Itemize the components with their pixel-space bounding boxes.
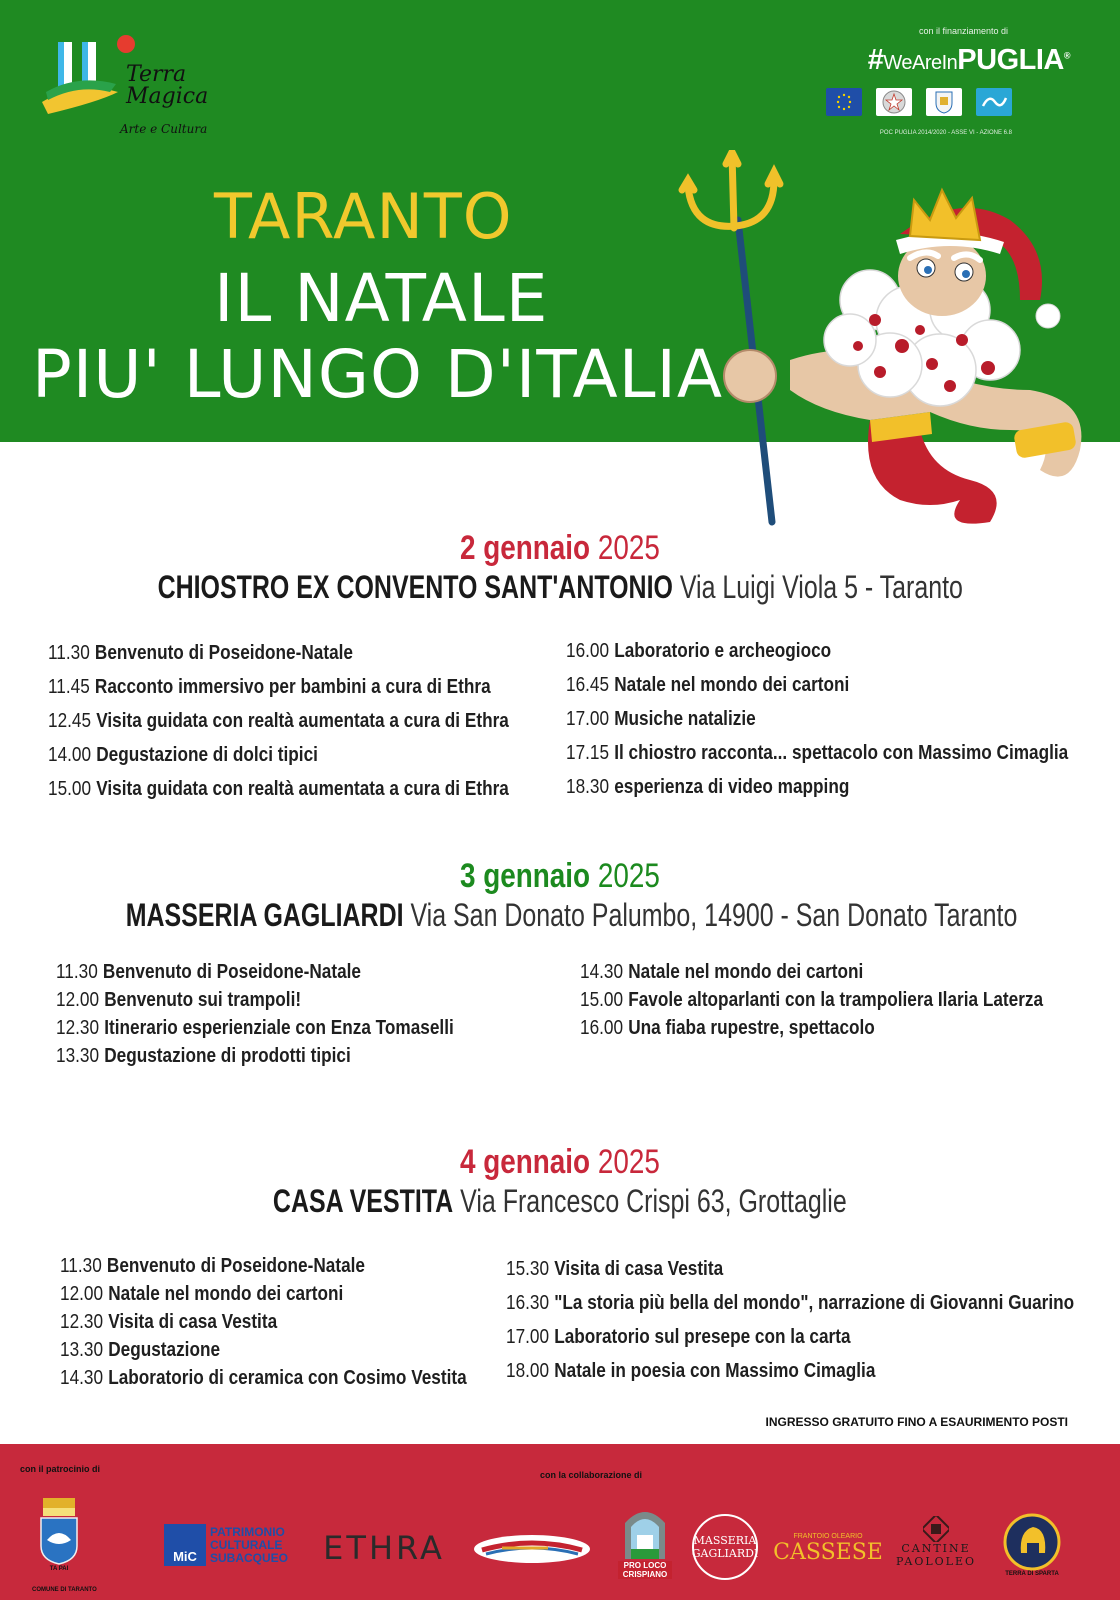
terra-di-sparta-logo bbox=[1000, 1508, 1064, 1582]
schedule-item: 17.00 Musiche natalizie bbox=[566, 708, 756, 730]
schedule-item: 11.45 Racconto immersivo per bambini a cura di Ethra bbox=[48, 676, 491, 698]
funding-label: con il finanziamento di bbox=[918, 26, 1008, 36]
comune-taranto-crest bbox=[36, 1486, 82, 1582]
schedule-item: 12.45 Visita guidata con realtà aumentata a cura di Ethra bbox=[48, 710, 509, 732]
title-city: TARANTO bbox=[214, 180, 513, 253]
event-1-schedule-left bbox=[48, 636, 584, 806]
event-3-address: Via Francesco Crispi 63, Grottaglie bbox=[460, 1183, 847, 1219]
event-2-header bbox=[0, 856, 1120, 934]
hashtag-hash: # bbox=[867, 44, 884, 76]
schedule-item: 17.00 Laboratorio sul presepe con la carta bbox=[506, 1326, 851, 1348]
puglia-brand-icon bbox=[976, 88, 1012, 116]
title-line-2: IL NATALE bbox=[214, 260, 549, 337]
cassese-label: CASSESE bbox=[773, 1540, 883, 1565]
crown-icon bbox=[910, 190, 980, 240]
hashtag-region: PUGLIA bbox=[957, 44, 1064, 76]
terra-magica-logo bbox=[38, 30, 228, 140]
cantine-emblem-icon bbox=[923, 1516, 949, 1542]
schedule-item: 18.30 esperienza di video mapping bbox=[566, 776, 850, 798]
schedule-item: 15.00 Favole altoparlanti con la trampoliera Ilaria Laterza bbox=[580, 989, 1044, 1011]
event-1-date bbox=[460, 528, 660, 568]
ethra-logo: ETHRA bbox=[323, 1529, 445, 1567]
trident-head-icon bbox=[682, 152, 780, 228]
pro-loco-emblem-icon bbox=[621, 1505, 669, 1561]
event-3-schedule-right bbox=[506, 1252, 1120, 1388]
mic-logo: MiC bbox=[164, 1524, 206, 1566]
we-are-in-puglia-logo bbox=[868, 44, 1070, 77]
event-1-address: Via Luigi Viola 5 - Taranto bbox=[679, 569, 963, 605]
title-line-3: PIU' LUNGO D'ITALIA bbox=[32, 336, 724, 413]
schedule-item: 14.30 Laboratorio di ceramica con Cosimo Vestita bbox=[60, 1367, 467, 1389]
event-2-venue: MASSERIA GAGLIARDI bbox=[125, 897, 404, 933]
event-1-schedule-right bbox=[566, 634, 1120, 804]
schedule-item: 18.00 Natale in poesia con Massimo Cimaglia bbox=[506, 1360, 876, 1382]
footer-sponsors bbox=[0, 1444, 1120, 1600]
funding-logos bbox=[826, 88, 1012, 116]
eu-flag-icon bbox=[826, 88, 862, 116]
schedule-item: 16.30 "La storia più bella del mondo", narrazione di Giovanni Guarino bbox=[506, 1292, 1075, 1314]
pro-loco-crispiano-logo bbox=[618, 1500, 672, 1584]
event-1-header bbox=[0, 528, 1120, 606]
schedule-item: 14.00 Degustazione di dolci tipici bbox=[48, 744, 318, 766]
frantoio-cassese-logo bbox=[773, 1520, 883, 1578]
schedule-item: 15.00 Visita guidata con realtà aumentata a cura di Ethra bbox=[48, 778, 509, 800]
italian-republic-emblem-icon bbox=[876, 88, 912, 116]
frantoio-label: FRANTOIO OLEARIO bbox=[793, 1533, 863, 1540]
event-2-year: 2025 bbox=[597, 857, 660, 895]
comune-caption: COMUNE DI TARANTO bbox=[32, 1587, 97, 1593]
patrimonio-label: PATRIMONIO CULTURALE SUBACQUEO bbox=[210, 1524, 289, 1565]
schedule-item: 11.30 Benvenuto di Poseidone-Natale bbox=[48, 642, 353, 664]
event-1-venue: CHIOSTRO EX CONVENTO SANT'ANTONIO bbox=[157, 569, 673, 605]
schedule-item: 15.30 Visita di casa Vestita bbox=[506, 1258, 724, 1280]
schedule-item: 12.00 Benvenuto sui trampoli! bbox=[56, 989, 302, 1011]
schedule-item: 14.30 Natale nel mondo dei cartoni bbox=[580, 961, 864, 983]
schedule-item: 12.30 Itinerario esperienziale con Enza Tomaselli bbox=[56, 1017, 454, 1039]
event-2-schedule-left bbox=[56, 958, 519, 1070]
event-2-address: Via San Donato Palumbo, 14900 - San Donato Taranto bbox=[410, 897, 1018, 933]
regione-puglia-emblem-icon bbox=[926, 88, 962, 116]
schedule-item: 13.30 Degustazione di prodotti tipici bbox=[56, 1045, 351, 1067]
schedule-item: 16.45 Natale nel mondo dei cartoni bbox=[566, 674, 850, 696]
mic-patrimonio-logo bbox=[164, 1524, 300, 1566]
patronage-label: con il patrocinio di bbox=[20, 1464, 101, 1474]
free-entry-notice: INGRESSO GRATUITO FINO A ESAURIMENTO POSTI bbox=[765, 1415, 1068, 1429]
terra-magica-emblem-icon bbox=[38, 30, 138, 130]
hashtag-we-are: WeAreIn bbox=[883, 52, 958, 74]
event-1-year: 2025 bbox=[597, 529, 660, 567]
event-2-schedule-right bbox=[580, 958, 1118, 1042]
schedule-item: 16.00 Laboratorio e archeogioco bbox=[566, 640, 832, 662]
event-1-venue-line bbox=[157, 568, 962, 606]
event-2-venue-line bbox=[126, 896, 1018, 934]
ribbon-icon bbox=[472, 1532, 592, 1566]
event-3-venue-line bbox=[273, 1182, 847, 1220]
schedule-item: 17.15 Il chiostro racconta... spettacolo con Massimo Cimaglia bbox=[566, 742, 1069, 764]
event-3-day: 4 gennaio bbox=[460, 1143, 591, 1181]
schedule-item: 13.30 Degustazione bbox=[60, 1339, 221, 1361]
event-1-day: 2 gennaio bbox=[460, 529, 591, 567]
spartan-helmet-icon bbox=[1003, 1513, 1061, 1571]
masseria-gagliardi-logo: MASSERIA GAGLIARDI bbox=[692, 1514, 758, 1580]
schedule-item: 11.30 Benvenuto di Poseidone-Natale bbox=[56, 961, 361, 983]
crest-motto: TA PAI bbox=[49, 1566, 69, 1572]
event-3-header bbox=[0, 1142, 1120, 1220]
crest-icon bbox=[37, 1496, 81, 1566]
ribbon-logo bbox=[472, 1532, 592, 1566]
event-3-date bbox=[460, 1142, 660, 1182]
schedule-item: 16.00 Una fiaba rupestre, spettacolo bbox=[580, 1017, 875, 1039]
schedule-item: 12.00 Natale nel mondo dei cartoni bbox=[60, 1283, 344, 1305]
event-3-venue: CASA VESTITA bbox=[273, 1183, 454, 1219]
poc-caption: POC PUGLIA 2014/2020 - ASSE VI - AZIONE 6.8 bbox=[879, 130, 1012, 136]
event-3-schedule-left bbox=[60, 1252, 533, 1392]
sparta-label: TERRA DI SPARTA bbox=[1005, 1571, 1059, 1577]
pro-loco-label: PRO LOCO CRISPIANO bbox=[618, 1561, 672, 1579]
poseidon-santa-illustration bbox=[670, 150, 1100, 530]
logo-tagline: Arte e Cultura bbox=[120, 122, 208, 136]
cantine-paololeo-logo bbox=[896, 1500, 976, 1584]
cantine-label: CANTINE PAOLOLEO bbox=[896, 1542, 977, 1568]
event-2-date bbox=[460, 856, 660, 896]
event-3-year: 2025 bbox=[597, 1143, 660, 1181]
schedule-item: 11.30 Benvenuto di Poseidone-Natale bbox=[60, 1255, 365, 1277]
schedule-item: 12.30 Visita di casa Vestita bbox=[60, 1311, 278, 1333]
logo-title: Terra Magica bbox=[126, 62, 209, 109]
collaboration-label: con la collaborazione di bbox=[540, 1470, 643, 1480]
event-2-day: 3 gennaio bbox=[460, 857, 591, 895]
hashtag-reg: ® bbox=[1063, 50, 1070, 61]
